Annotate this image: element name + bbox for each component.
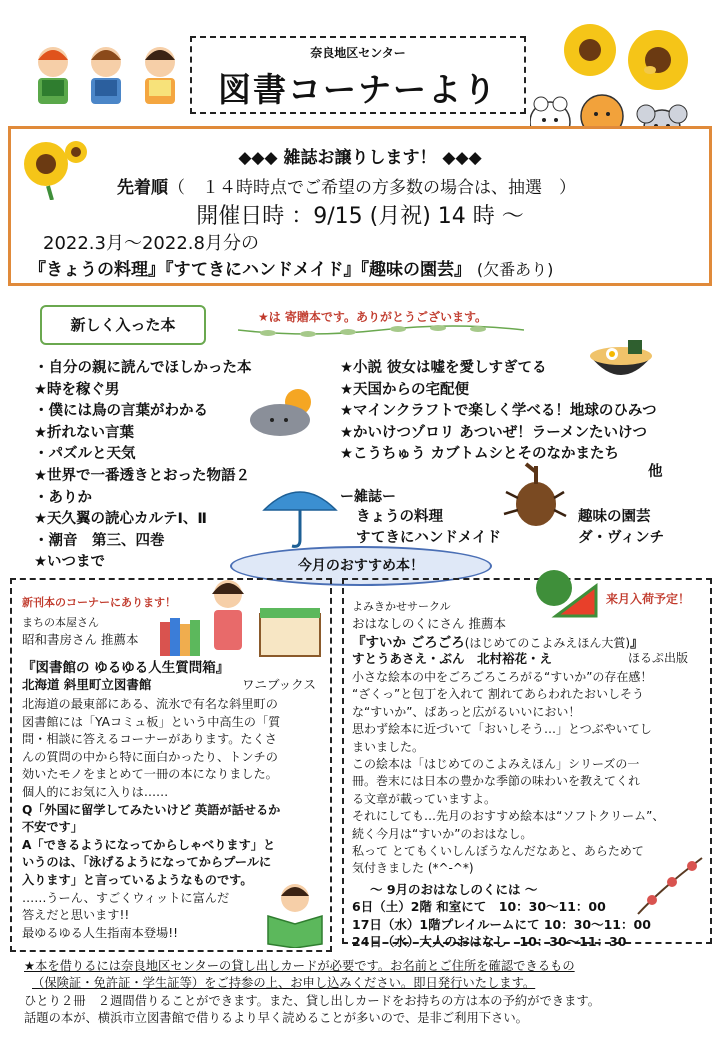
- list-item: ★天国からの宅配便: [340, 381, 469, 398]
- list-item: ★小説 彼女は嘘を愛しすぎてる: [340, 360, 547, 376]
- right-recommender: おはなしのくにさん 推薦本: [352, 616, 506, 631]
- left-book-title: 『図書館の ゆるゆる人生質問箱』: [22, 660, 230, 676]
- schedule-title: ～ 9月のおはなしのくには ～: [370, 882, 538, 897]
- magazine-date: 開催日時 ：9/15 (月祝) 14 時 ～: [196, 204, 524, 229]
- schedule-item: 24日（水）大人のおはなし 10：30～11：30: [352, 934, 627, 949]
- magazine-giveaway-box: [8, 126, 712, 286]
- footer-line: ひとり２冊 ２週間借りることができます。また、貸し出しカードをお持ちの方は本の予約ができます。: [24, 993, 600, 1008]
- body-line: 問・相談に答えるコーナーがあります。たくさ: [22, 732, 277, 747]
- tail-line: 答えだと思います!!: [22, 908, 130, 923]
- page-title: 図書コーナーより: [218, 70, 498, 109]
- other-label: 他: [648, 464, 663, 480]
- body-line: 冊。巻末には日本の豊かな季節の味わいを教えてくれ: [352, 774, 641, 789]
- answer-line: いうのは、「泳げるようになってからプールに: [22, 855, 272, 870]
- list-item: ★世界で一番透きとおった物語２: [34, 467, 250, 484]
- list-item: ・自分の親に読んでほしかった本: [34, 360, 252, 376]
- new-corner-tag: 新刊本のコーナーにあります！: [22, 596, 176, 609]
- question-line: Q「外国に留学してみたいけど 英語が話せるか: [22, 802, 281, 817]
- body-line: 思わず絵本に近づいて「おいしそう…」とつぶやいてし: [352, 722, 652, 737]
- body-line: 私って とてもくいしんぼうなんだなあと、あらためて: [352, 844, 644, 859]
- beetle-icon: [500, 462, 568, 530]
- magazine-order: [117, 173, 576, 198]
- footer-line: 話題の本が、横浜市立図書館で借りるより早く読めることが多いので、是非ご利用下さい。: [24, 1010, 528, 1025]
- right-body: [352, 669, 664, 878]
- tail-line: 最ゆるゆる人生指南本登場!!: [22, 925, 179, 940]
- body-line: る文章が載っていますよ。: [352, 791, 497, 806]
- magazine-heading: ◆◆◆ 雑誌お譲りします！ ◆◆◆: [238, 148, 482, 168]
- body-line: んの質問の中から特に面白かったり、トンチの: [22, 749, 278, 764]
- circle-label: よみきかせサークル: [352, 600, 451, 613]
- missing-note: (欠番あり): [476, 260, 554, 279]
- ramen-icon: [586, 330, 656, 392]
- list-item: ・潮音 第三、四巻: [34, 532, 165, 549]
- shop-label: まちの本屋さん: [22, 616, 99, 629]
- list-item: ★こうちゅう カブトムシとそのなかまたち: [340, 446, 620, 463]
- child-reading-icon: [262, 880, 328, 948]
- list-item: ★かいけつゾロリ あついぜ！ラーメンたいけつ: [340, 424, 648, 441]
- new-books-label: 新しく入った本: [40, 305, 206, 345]
- body-line: 効いたモノをまとめて一冊の本になりました。: [22, 767, 278, 782]
- list-item: ・ありか: [34, 489, 92, 506]
- magazine-title-list: 『きょうの料理』『すてきにハンドメイド』『趣味の園芸』: [29, 260, 471, 280]
- schedule-item: 17日（水）1階プレイルームにて 10：30～11：00: [352, 916, 651, 932]
- tail-line: ……うーん、すごくウィットに富んだ: [22, 890, 230, 905]
- order-note: （ １４時時点でご希望の方多数の場合は、抽選 ）: [168, 178, 576, 198]
- magazine-titles: [29, 255, 553, 280]
- body-line: それにしても…先月のおすすめ絵本は“ソフトクリーム”、: [352, 809, 665, 824]
- watermelon-icon: [534, 566, 598, 618]
- body-line: “ざくっ”と包丁を入れて 割れてあらわれたおいしそう: [352, 687, 645, 702]
- body-line: 北海道の最東部にある、流氷で有名な斜里町の: [22, 697, 278, 711]
- body-line: まいました。: [352, 739, 425, 754]
- right-publisher: ほるぷ出版: [628, 651, 689, 665]
- right-book-title-line: [352, 631, 644, 651]
- umbrella-icon: [260, 480, 340, 550]
- list-item: ★いつまで: [34, 554, 105, 571]
- right-series: (はじめてのこよみえほん大賞): [464, 636, 631, 650]
- magazines-heading: ー雑誌ー: [340, 489, 396, 505]
- garland-decoration: [238, 322, 524, 338]
- left-library: 北海道 斜里町立図書館: [22, 677, 152, 692]
- right-close: 』: [630, 635, 644, 651]
- body-line: 気付きました (*^-^*): [352, 861, 474, 876]
- answer-line: 入ります」と言っているようなものです。: [22, 872, 253, 887]
- schedule-item: 6日（土）2階 和室にて 10：30～11：00: [352, 899, 606, 914]
- body-line: 続く今月は“すいか”のおはなし。: [352, 826, 533, 841]
- center-name: 奈良地区センター: [310, 46, 406, 60]
- gift-note: ★は 寄贈本です。ありがとうございます。: [258, 310, 488, 324]
- left-recommender: 昭和書房さん 推薦本: [22, 632, 139, 647]
- left-publisher: ワニブックス: [242, 677, 317, 692]
- list-item: ★時を稼ぐ男: [34, 381, 120, 398]
- left-body: [22, 696, 280, 942]
- magazine-item: きょうの料理: [356, 509, 443, 525]
- body-line: 個人的にお気に入りは……: [22, 784, 169, 799]
- footer-line: ★本を借りるには奈良地区センターの貸し出しカードが必要です。お名前とご住所を確認できるもの: [24, 959, 575, 973]
- body-line: この絵本は「はじめてのこよみえほん」シリーズの一: [352, 757, 640, 772]
- next-month-tag: 来月入荷予定！: [606, 592, 691, 606]
- order-label: 先着順: [117, 178, 168, 198]
- weather-cloud-icon: [246, 386, 318, 440]
- answer-line: A「できるようになってからしゃべります」と: [22, 837, 276, 852]
- plum-blossom-icon: [632, 848, 706, 918]
- body-line: な“すいか”、ぱあっと広がるいいにおい！: [352, 704, 581, 719]
- question-line: 不安です」: [22, 820, 83, 835]
- footer-line: （保険証・免許証・学生証等）をご持参の上、お申し込みください。即日発行いたします。: [32, 976, 536, 991]
- list-item: ★マインクラフトで楽しく学べる！地球のひみつ: [340, 403, 657, 420]
- list-item: ・僕には鳥の言葉がわかる: [34, 403, 208, 420]
- right-book-title: 『すいか ごろごろ: [352, 635, 465, 651]
- footer-notes: [24, 958, 704, 1027]
- new-books-left-list: [34, 358, 252, 574]
- list-item: ・パズルと天気: [34, 446, 136, 463]
- magazine-item: 趣味の園芸: [578, 509, 651, 525]
- kids-reading-illustration: [28, 40, 188, 110]
- list-item: ★折れない言葉: [34, 424, 134, 441]
- librarian-books-illustration: [156, 572, 326, 658]
- title-box: [190, 36, 526, 114]
- recommend-heading: 今月のおすすめ本！: [230, 546, 492, 586]
- magazine-item: すてきにハンドメイド: [356, 530, 501, 546]
- right-author: すとうあさえ・ぶん 北村裕花・え: [352, 651, 553, 666]
- sunflower-icon: [18, 138, 88, 200]
- list-item: ★天久翼の読心カルテⅠ、Ⅱ: [34, 511, 207, 528]
- magazine-item: ダ・ヴィンチ: [578, 530, 665, 546]
- body-line: 小さな絵本の中をごろごろころがる“すいか”の存在感！: [352, 670, 653, 684]
- magazine-range: 2022.3月～2022.8月分の: [43, 233, 259, 254]
- body-line: 図書館には「YAコミュ板」という中高生の「質: [22, 714, 281, 729]
- schedule-list: [352, 898, 651, 951]
